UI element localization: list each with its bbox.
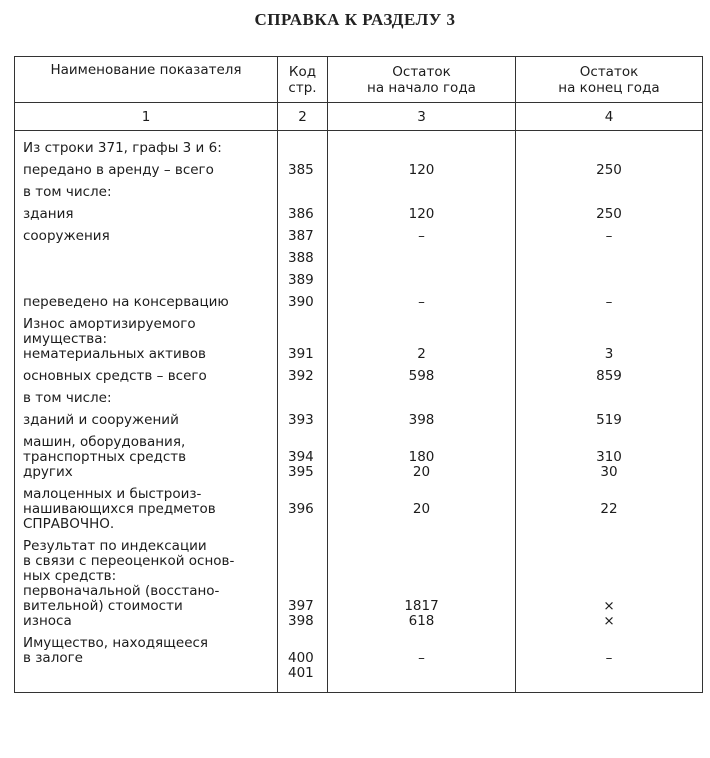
row-code: 385 (278, 163, 328, 185)
row-start-value: 598 (328, 369, 516, 391)
table-row (15, 517, 703, 539)
row-end-value: – (516, 636, 703, 666)
table-row (15, 347, 703, 369)
row-start-value: 120 (328, 207, 516, 229)
row-end-value: × (516, 584, 703, 614)
row-end-value: 859 (516, 369, 703, 391)
row-start-value (328, 185, 516, 207)
row-label: других (15, 465, 278, 487)
row-start-value: 20 (328, 465, 516, 487)
row-end-value (516, 185, 703, 207)
row-label: переведено на консервацию (15, 295, 278, 317)
header-row (15, 57, 703, 103)
row-start-value (328, 539, 516, 584)
row-label: машин, оборудования, транспортных средств (15, 435, 278, 465)
row-end-value: 519 (516, 413, 703, 435)
row-start-value: – (328, 636, 516, 666)
row-start-value (328, 317, 516, 347)
row-label: в том числе: (15, 185, 278, 207)
row-end-value: 3 (516, 347, 703, 369)
row-code: 394 (278, 435, 328, 465)
row-code (278, 185, 328, 207)
row-end-value (516, 317, 703, 347)
table-row (15, 185, 703, 207)
row-start-value (328, 517, 516, 539)
row-end-value: 250 (516, 207, 703, 229)
row-start-value: 2 (328, 347, 516, 369)
row-end-value (516, 131, 703, 164)
row-label: СПРАВОЧНО. (15, 517, 278, 539)
row-label: износа (15, 614, 278, 636)
row-end-value (516, 517, 703, 539)
row-start-value: 1817 (328, 584, 516, 614)
row-start-value (328, 391, 516, 413)
row-label: первоначальной (восстано- вительной) стоимости (15, 584, 278, 614)
row-code: 388 (278, 251, 328, 273)
row-label: Имущество, находящееся в залоге (15, 636, 278, 666)
row-code (278, 391, 328, 413)
row-end-value (516, 273, 703, 295)
row-start-value (328, 251, 516, 273)
table-row (15, 465, 703, 487)
row-code: 386 (278, 207, 328, 229)
row-code: 401 (278, 666, 328, 693)
row-start-value: – (328, 295, 516, 317)
row-code: 390 (278, 295, 328, 317)
row-start-value (328, 131, 516, 164)
row-label: Износ амортизируемого имущества: (15, 317, 278, 347)
column-number: 2 (278, 103, 328, 131)
header-code: Код стр. (278, 57, 328, 103)
header-start-balance: Остаток на начало года (328, 57, 516, 103)
row-start-value: 20 (328, 487, 516, 517)
row-label: зданий и сооружений (15, 413, 278, 435)
row-label: малоценных и быстроиз- нашивающихся предметов (15, 487, 278, 517)
row-code: 400 (278, 636, 328, 666)
row-code: 395 (278, 465, 328, 487)
table-row (15, 636, 703, 666)
table-row (15, 391, 703, 413)
row-label: Из строки 371, графы 3 и 6: (15, 131, 278, 164)
report-table (14, 56, 703, 693)
row-end-value: × (516, 614, 703, 636)
table-row (15, 369, 703, 391)
table-row (15, 317, 703, 347)
row-start-value: 180 (328, 435, 516, 465)
row-label (15, 251, 278, 273)
row-label: передано в аренду – всего (15, 163, 278, 185)
table-row (15, 273, 703, 295)
row-start-value: 398 (328, 413, 516, 435)
row-start-value (328, 273, 516, 295)
row-code: 392 (278, 369, 328, 391)
column-number: 1 (15, 103, 278, 131)
column-number: 4 (516, 103, 703, 131)
row-end-value (516, 539, 703, 584)
table-row (15, 584, 703, 614)
row-code (278, 131, 328, 164)
row-code (278, 317, 328, 347)
table-row (15, 163, 703, 185)
row-code: 398 (278, 614, 328, 636)
row-label: основных средств – всего (15, 369, 278, 391)
column-number: 3 (328, 103, 516, 131)
row-end-value: 22 (516, 487, 703, 517)
table-row (15, 435, 703, 465)
row-label: здания (15, 207, 278, 229)
header-name: Наименование показателя (15, 57, 278, 103)
table-row (15, 131, 703, 164)
row-label: Результат по индексации в связи с переоценкой основ- ных средств: (15, 539, 278, 584)
column-number-row (15, 103, 703, 131)
table-row (15, 539, 703, 584)
table-row (15, 251, 703, 273)
row-end-value: 250 (516, 163, 703, 185)
row-label: сооружения (15, 229, 278, 251)
table-row (15, 413, 703, 435)
row-end-value (516, 391, 703, 413)
row-code: 393 (278, 413, 328, 435)
row-label: нематериальных активов (15, 347, 278, 369)
row-start-value: 120 (328, 163, 516, 185)
row-code: 396 (278, 487, 328, 517)
row-end-value (516, 666, 703, 693)
row-start-value: – (328, 229, 516, 251)
table-row (15, 614, 703, 636)
row-start-value (328, 666, 516, 693)
row-code: 391 (278, 347, 328, 369)
table-row (15, 295, 703, 317)
row-label (15, 666, 278, 693)
row-end-value: 30 (516, 465, 703, 487)
header-end-balance: Остаток на конец года (516, 57, 703, 103)
table-row (15, 487, 703, 517)
row-end-value: – (516, 295, 703, 317)
row-code: 389 (278, 273, 328, 295)
row-code (278, 539, 328, 584)
row-end-value: 310 (516, 435, 703, 465)
page-title: СПРАВКА К РАЗДЕЛУ 3 (254, 10, 456, 29)
row-code (278, 517, 328, 539)
row-code: 387 (278, 229, 328, 251)
table-row (15, 229, 703, 251)
row-label (15, 273, 278, 295)
row-end-value: – (516, 229, 703, 251)
row-label: в том числе: (15, 391, 278, 413)
row-start-value: 618 (328, 614, 516, 636)
row-end-value (516, 251, 703, 273)
table-row (15, 207, 703, 229)
row-code: 397 (278, 584, 328, 614)
table-row (15, 666, 703, 693)
